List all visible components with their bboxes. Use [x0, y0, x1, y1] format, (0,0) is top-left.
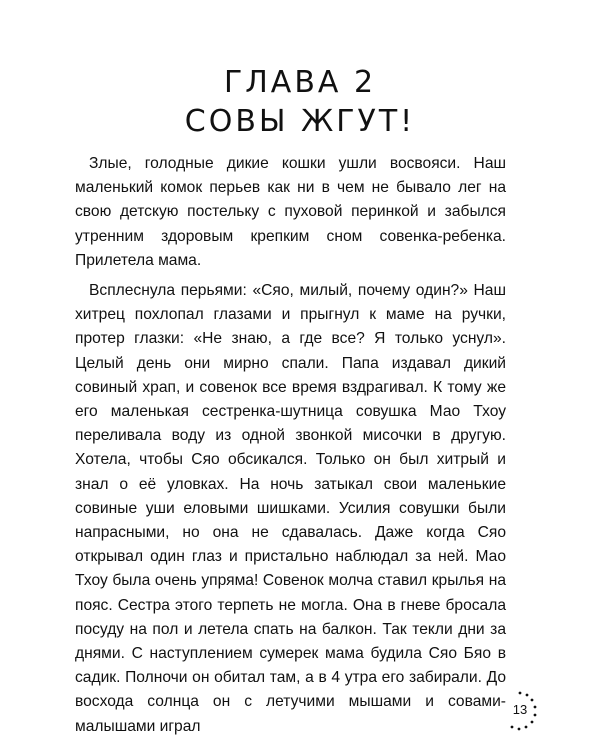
chapter-body	[75, 152, 506, 739]
paragraph: Всплеснула перьями: «Сяо, милый, почему один?» Наш хитрец похлопал глазами и прыгнул к маме на ручки, протер глазки: «Не знаю, а где все? Я только уснул». Целый день они мирно спали. Папа издавал дикий совиный храп, и совенок все время вздрагивал. К тому же его маленькая сестренка-шутница совушка Мао Тхоу переливала воду из одной звонкой мисочки в другую. Хотела, чтобы Сяо обсикался. Только он был хитрый и знал о её уловках. На ночь затыкал свои маленькие совиные уши еловыми шишками. Усилия совушки были напрасными, но она не сдавалась. Даже когда Сяо открывал один глаз и пристально наблюдал за ней. Мао Тхоу была очень упряма! Совенок молча ставил крылья на пояс. Сестра этого терпеть не могла. Она в гневе бросала посуду на пол и летела спать на балкон. Так текли дни за днями. С наступлением сумерек мама будила Сяо Бяо в садик. Полночи он обитал там, а в 4 утра его забирали. До восхода солнца он с летучими мышами и совами-малышами играл	[75, 282, 506, 735]
chapter-number: ГЛАВА 2	[223, 65, 377, 100]
chapter-title: СОВЫ ЖГУТ!	[184, 104, 416, 139]
page-number-ornament	[500, 690, 544, 734]
paragraph: Злые, голодные дикие кошки ушли восвояси. Наш маленький комок перьев как ни в чем не бывало лег на свою детскую постельку с пуховой перинкой и забылся утренним здоровым крепким сном совенка-ребенка. Прилетела мама.	[75, 155, 506, 269]
page-number: 13	[512, 702, 528, 717]
